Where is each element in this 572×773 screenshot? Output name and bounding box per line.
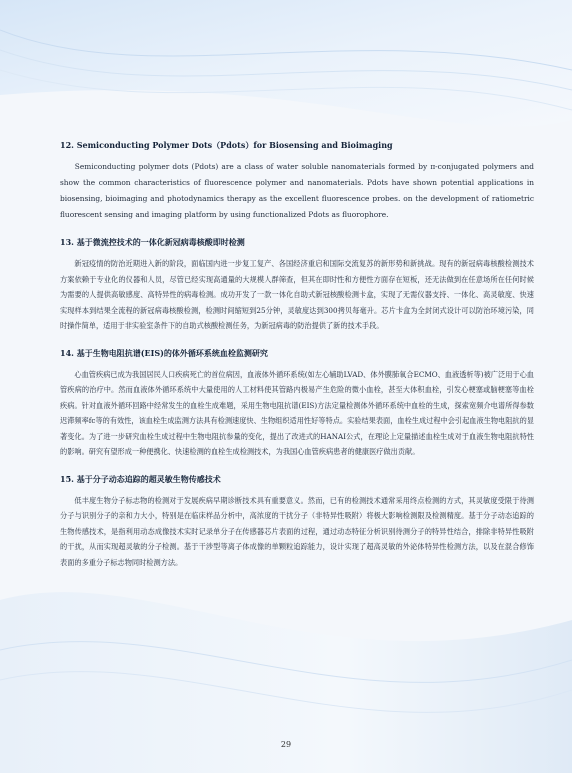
section-title (60, 237, 534, 248)
section-body: 新冠疫情的防治近期进入新的阶段，面临国内进一步复工复产、各国经济重启和国际交流复苏的新形势和新挑战。现有的新冠病毒核酸检测技术方案依赖于专业化的仪器和人员，尽管已经实现高通量的大规模人群筛查，但其在即时性和方便性方面存在短板，还无法做到在任意场所在任何时候为需要的人提供高敏感度、高特异性的病毒检测。成功开发了一款一体化自助式新冠核酸检测卡盒，实现了无需仪器支持、一体化、高灵敏度、快速实现样本到结果全流程的新冠病毒核酸检测，检测时间缩短到25分钟，灵敏度达到300拷贝每毫升。芯片卡盒为全封闭式设计可以防治环境污染，同时操作简单，适用于非实验室条件下的自助式核酸检测任务，为新冠病毒的防治提供了新的技术手段。 (60, 259, 534, 330)
section-number: 14. (60, 347, 74, 358)
page-number: 29 (280, 740, 292, 749)
section-title (60, 140, 534, 151)
section-title-text: 基于分子动态追踪的超灵敏生物传感技术 (76, 473, 221, 484)
section-title (60, 348, 534, 359)
section-number: 12. (60, 140, 74, 150)
section-number: 15. (60, 473, 74, 484)
page-content (60, 140, 534, 584)
section-title-text: Semiconducting Polymer Dots（Pdots）for Biosensing and Bioimaging (76, 140, 393, 150)
section-15 (60, 474, 534, 571)
section-title-text: 基于生物电阻抗谱(EIS)的体外循环系统血栓监测研究 (76, 347, 268, 358)
section-number: 13. (60, 237, 74, 247)
section-body: Semiconducting polymer dots (Pdots) are a class of water soluble nanomaterials formed by π-conjugated polymers and show the common characteristics of fluorescence polymer and nanomaterials. Pdots have shown potential applications in biosensing, bioimaging and photodynamics therapy as the excellent fluorescence probes. on the development of ratiometric fluorescent sensing and imaging platform by using functionalized Pdots as fluorophore. (60, 162, 534, 219)
section-body: 心血管疾病已成为我国居民人口疾病死亡的首位病因，血液体外循环系统(如左心辅助LVAD、体外膜肺氧合ECMO、血液透析等)被广泛用于心血管疾病的治疗中。然而血液体外循环系统中大量使用的人工材料使其管路内极易产生危险的微小血栓，甚至大体积血栓，引发心梗塞或脑梗塞等血栓疾病。针对血液外循环回路中经常发生的血栓生成难题，采用生物电阻抗谱(EIS)方法定量检测体外循环系统中血栓的生成，探索宽频介电谱所得参数迟滞频率fc等的有效性，该血栓生成监测方法具有检测速度快、生物组织适用性好等特点。实验结果表面，血栓生成过程中会引起血液生物电阻抗的显著变化。为了进一步研究血栓生成过程中生物电阻抗参量的变化，提出了改进式的HANAI公式，在理论上定量描述血栓生成对于血液生物电阻抗特性的影响。研究有望形成一种便携化、快速检测的血栓生成检测技术，为我国心血管疾病患者的健康医疗做出贡献。 (60, 369, 534, 456)
section-14 (60, 348, 534, 460)
section-body: 低丰度生物分子标志物的检测对于发展疾病早期诊断技术具有重要意义。然而，已有的检测技术通常采用终点检测的方式，其灵敏度受限于待测分子与识别分子的亲和力大小，特别是在临床样品分析中，高浓度的干扰分子（非特异性吸附）将极大影响检测限及检测精度。基于分子动态追踪的生物传感技术，是指利用动态成像技术实时记录单分子在传感器芯片表面的过程，通过动态特征分析识别待测分子的特异性结合，排除非特异性吸附的干扰，从而实现超灵敏的分子检测。基于干涉型等离子体成像的单颗粒追踪能力，设计实现了超高灵敏的外泌体特异性检测方法，以及在混合修饰表面的多重分子标志物同时检测方法。 (60, 495, 534, 567)
section-12 (60, 140, 534, 223)
section-title (60, 474, 534, 485)
section-title-text: 基于微流控技术的一体化新冠病毒核酸即时检测 (76, 237, 245, 247)
section-13 (60, 237, 534, 334)
